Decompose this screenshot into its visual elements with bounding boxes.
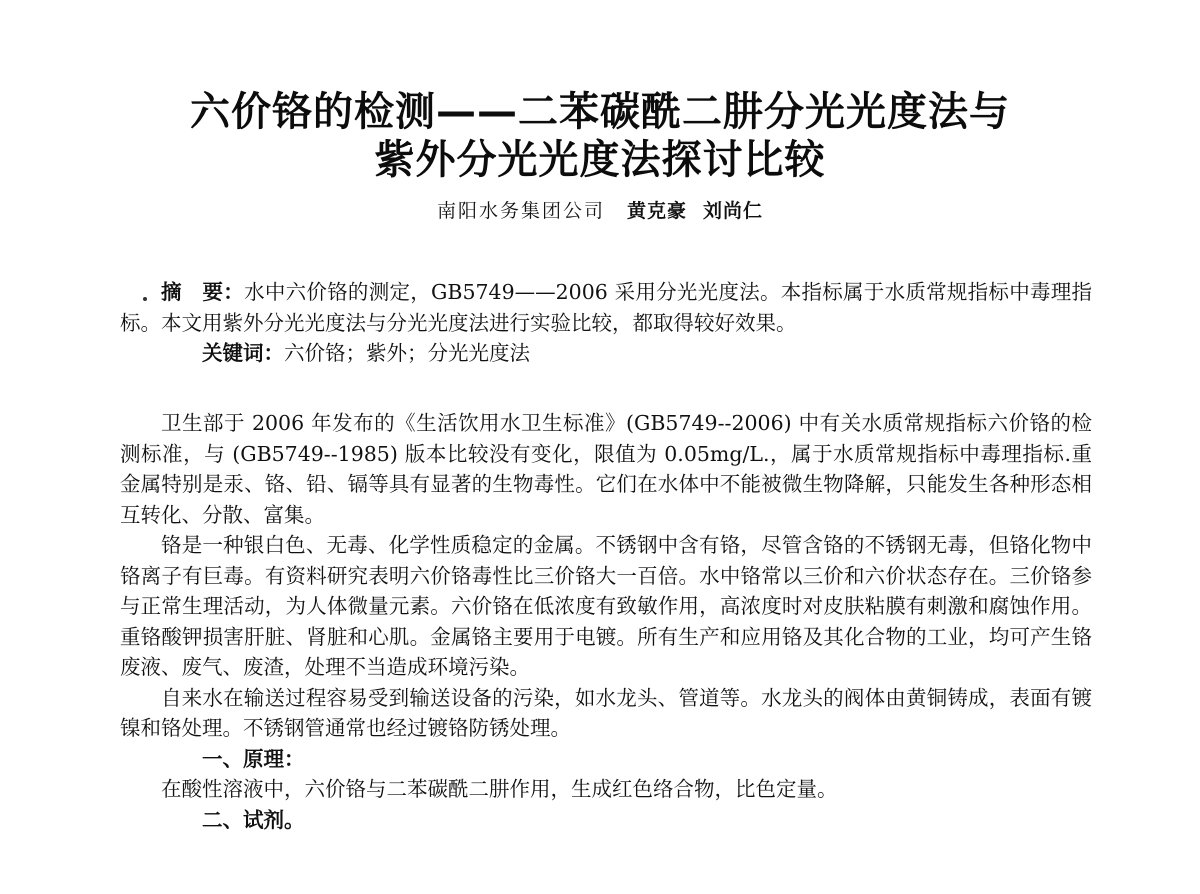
body-paragraph: 铬是一种银白色、无毒、化学性质稳定的金属。不锈钢中含有铬，尽管含铬的不锈钢无毒，但铬化物中铬离子有巨毒。有资料研究表明六价铬毒性比三价铬大一百倍。水中铬常以三价和六价状态存在。三价铬参与正常生理活动，为人体微量元素。六价铬在低浓度有致敏作用，高浓度时对皮肤粘膜有刺激和腐蚀作用。重铬酸钾损害肝脏、肾脏和心肌。金属铬主要用于电镀。所有生产和应用铬及其化合物的工业，均可产生铬废液、废气、废渣，处理不当造成环境污染。	[120, 533, 1092, 679]
body-paragraph: 自来水在输送过程容易受到输送设备的污染，如水龙头、管道等。水龙头的阀体由黄铜铸成，表面有镀镍和铬处理。不锈钢管通常也经过镀铬防锈处理。	[120, 685, 1092, 740]
author-name: 黄克豪	[626, 200, 687, 222]
keywords-label: 关键词：	[202, 341, 284, 365]
abstract-paragraph	[120, 277, 1092, 338]
abstract-text: 水中六价铬的测定，GB5749——2006 采用分光光度法。本指标属于水质常规指标中毒理指标。本文用紫外分光光度法与分光光度法进行实验比较，都取得较好效果。	[120, 280, 1092, 335]
affiliation: 南阳水务集团公司	[436, 200, 605, 222]
body-text	[120, 408, 1092, 835]
keywords-line	[120, 338, 1092, 369]
author-line	[0, 196, 1200, 223]
paper-title-line-2: 紫外分光光度法探讨比较	[374, 137, 826, 183]
abstract-section	[120, 277, 1092, 369]
author-name: 刘尚仁	[703, 200, 764, 222]
section-heading: 二、试剂。	[202, 807, 305, 832]
abstract-label: 摘 要：	[161, 280, 245, 304]
section-heading: 一、原理：	[202, 746, 305, 771]
scan-speck	[143, 297, 147, 301]
body-paragraph: 卫生部于 2006 年发布的《生活饮用水卫生标准》(GB5749--2006) 中有关水质常规指标六价铬的检测标准，与 (GB5749--1985) 版本比较没有变化，限值为 0.05mg/L.，属于水质常规指标中毒理指标.重金属特别是汞、铬、铅、镉等具有显著的生物毒性。它们在水体中不能被微生物降解，只能发生各种形态相互转化、分散、富集。	[120, 411, 1092, 527]
body-paragraph: 在酸性溶液中，六价铬与二苯碳酰二肼作用，生成红色络合物，比色定量。	[161, 777, 838, 801]
keywords-text: 六价铬；紫外；分光光度法	[284, 341, 530, 365]
paper-title-line-1: 六价铬的检测——二苯碳酰二肼分光光度法与	[190, 89, 1010, 135]
